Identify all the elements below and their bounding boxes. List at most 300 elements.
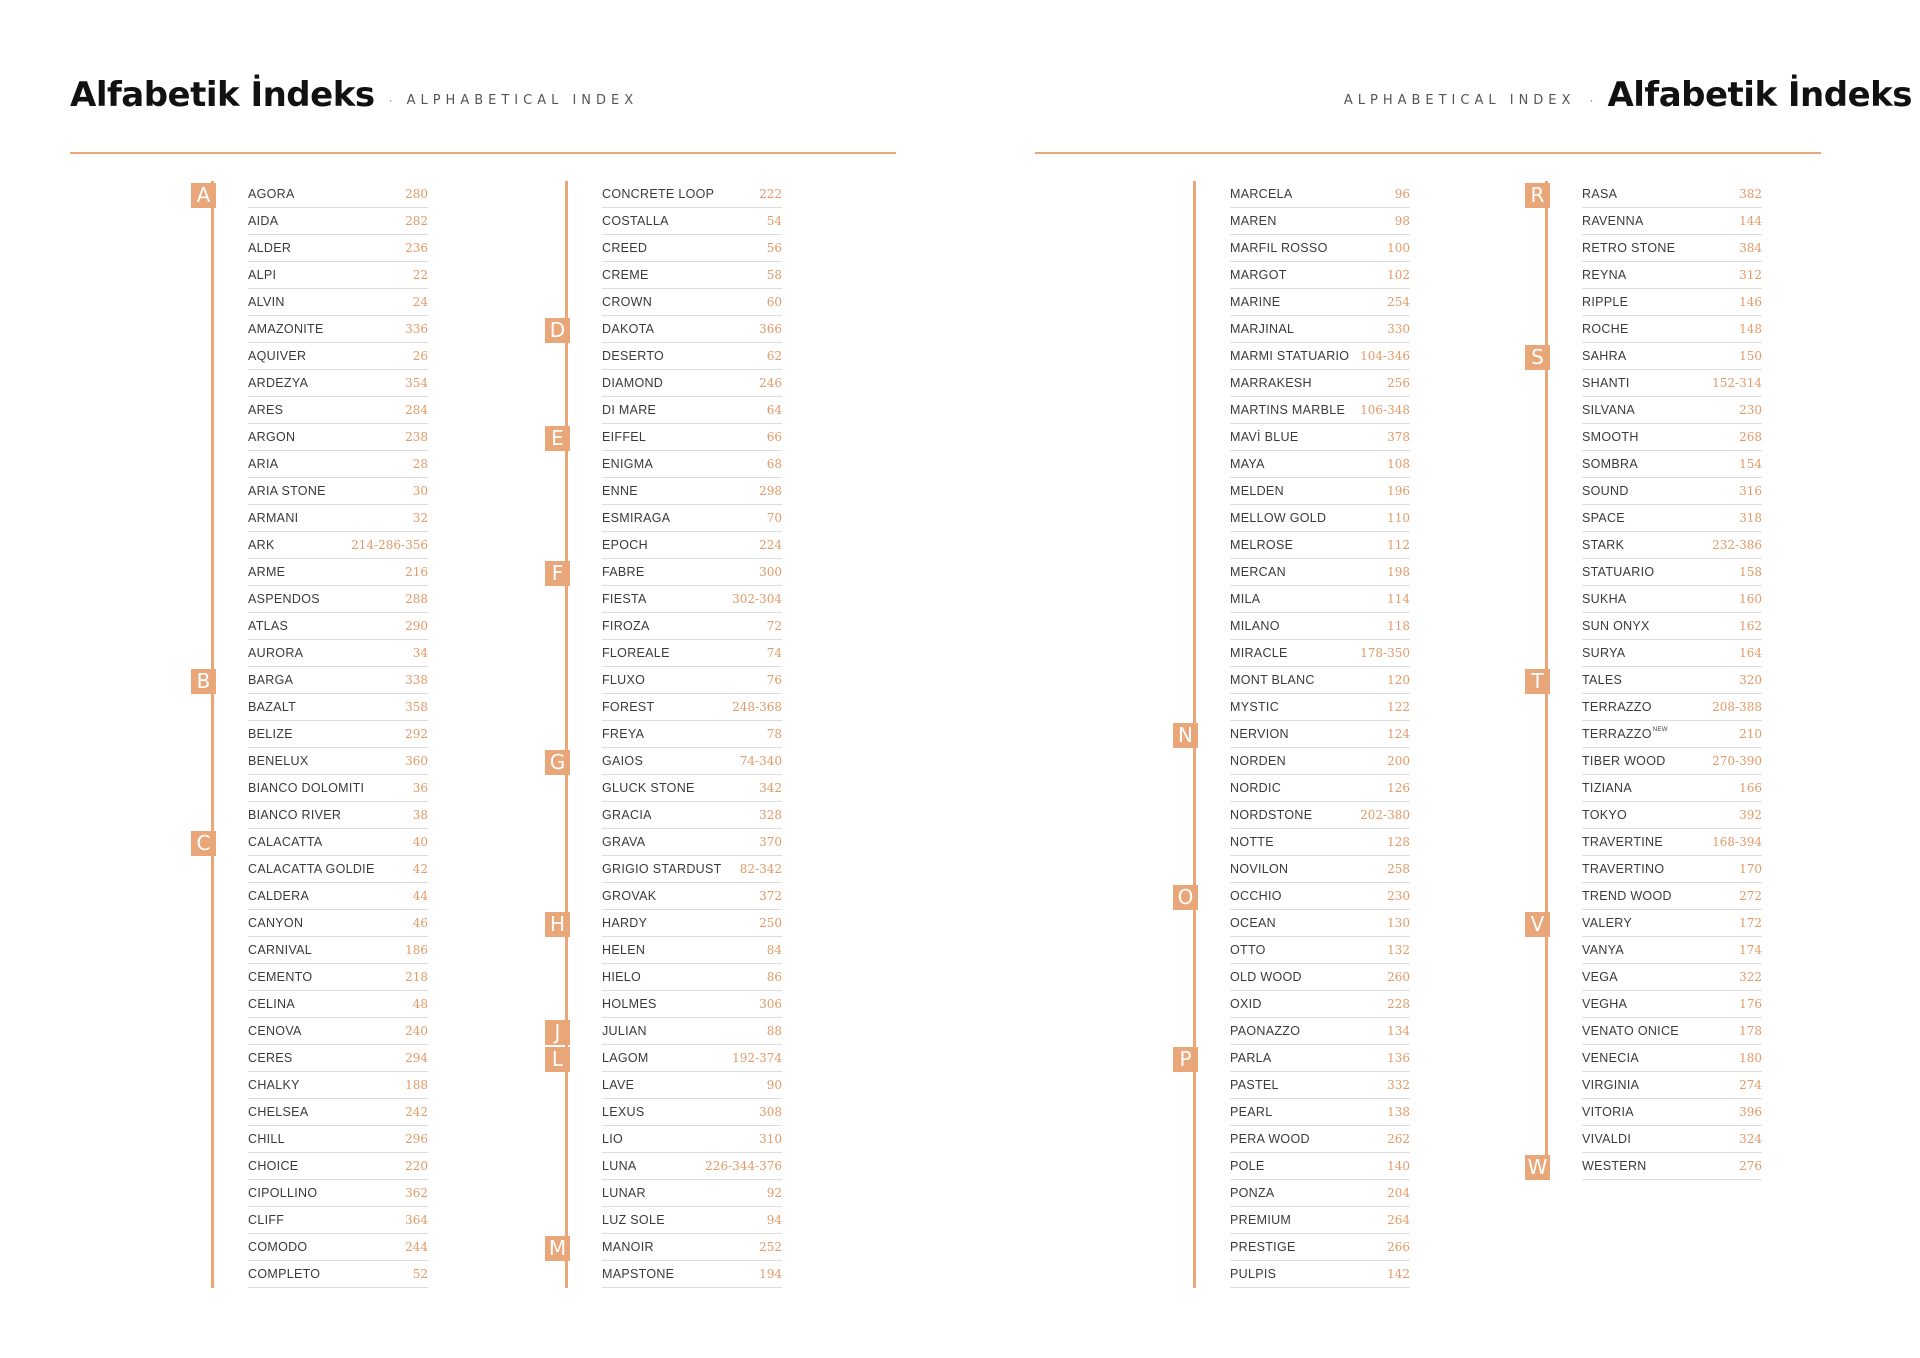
index-entry: [1545, 883, 1805, 910]
index-row: [248, 721, 428, 748]
collection-name-text: CALACATTA: [248, 835, 323, 849]
page-number: 168-394: [1712, 835, 1762, 849]
index-entry: [1545, 1072, 1805, 1099]
collection-name: [1230, 646, 1288, 660]
collection-name-text: CANYON: [248, 916, 304, 930]
index-row: [248, 289, 428, 316]
index-entry: [1545, 991, 1805, 1018]
collection-name-text: GRIGIO STARDUST: [602, 862, 722, 876]
collection-name: [248, 619, 288, 633]
index-row: [602, 1126, 782, 1153]
collection-name: [248, 403, 283, 417]
collection-name: [602, 1024, 647, 1038]
collection-name: [1230, 835, 1274, 849]
index-entry: [1531, 343, 1805, 370]
index-entry: [211, 1234, 471, 1261]
collection-name: [1230, 943, 1266, 957]
index-entry: [1545, 289, 1805, 316]
new-tag: NEW: [1652, 727, 1668, 733]
collection-name: [1230, 349, 1349, 363]
index-row: [1230, 235, 1410, 262]
index-entry: [565, 397, 825, 424]
index-row: [1230, 586, 1410, 613]
page-number: 62: [766, 349, 782, 363]
letter-badge: J: [545, 1020, 570, 1045]
index-entry: [1193, 1099, 1453, 1126]
page-number: 396: [1739, 1105, 1762, 1119]
collection-name: [248, 646, 303, 660]
collection-name: [602, 1105, 645, 1119]
page-number: 112: [1387, 538, 1410, 552]
page-number: 250: [759, 916, 782, 930]
collection-name-text: MYSTIC: [1230, 700, 1280, 714]
collection-name: [602, 403, 656, 417]
index-row: [602, 964, 782, 991]
collection-name-text: LAVE: [602, 1078, 635, 1092]
page-number: 114: [1387, 592, 1410, 606]
index-entry: [211, 1180, 471, 1207]
index-entry: [565, 613, 825, 640]
index-entry: [1545, 559, 1805, 586]
collection-name-text: TIZIANA: [1582, 781, 1633, 795]
collection-name-text: LUNAR: [602, 1186, 646, 1200]
letter-badge: T: [1525, 669, 1550, 694]
page-number: 280: [405, 187, 428, 201]
collection-name-text: CHILL: [248, 1132, 285, 1146]
index-row: [602, 1018, 782, 1045]
index-row: [1230, 640, 1410, 667]
collection-name-text: AQUIVER: [248, 349, 307, 363]
collection-name-text: RAVENNA: [1582, 214, 1644, 228]
page-header: [1343, 62, 1912, 115]
index-row: [1230, 1072, 1410, 1099]
collection-name-text: VEGHA: [1582, 997, 1628, 1011]
index-entry: [211, 424, 471, 451]
collection-name-text: FLOREALE: [602, 646, 670, 660]
collection-name-text: SOUND: [1582, 484, 1629, 498]
collection-name: [602, 1267, 674, 1281]
page-number: 166: [1739, 781, 1762, 795]
collection-name: [1582, 970, 1618, 984]
page-number: 22: [412, 268, 428, 282]
collection-name: [602, 673, 645, 687]
index-entry: [1193, 1207, 1453, 1234]
index-entry: [1193, 775, 1453, 802]
collection-name: [248, 349, 306, 363]
index-entry: [565, 640, 825, 667]
page-number: 148: [1739, 322, 1762, 336]
page-number: 236: [405, 241, 428, 255]
page-number: 42: [412, 862, 428, 876]
index-row: [1230, 829, 1410, 856]
index-row: [248, 910, 428, 937]
collection-name-text: HOLMES: [602, 997, 657, 1011]
collection-name: [1582, 943, 1624, 957]
index-row: [248, 397, 428, 424]
page-number: 230: [1387, 889, 1410, 903]
collection-name: [602, 187, 714, 201]
collection-name-text: CALACATTA GOLDIE: [248, 862, 375, 876]
letter-badge: R: [1525, 183, 1550, 208]
page-number: 108: [1387, 457, 1410, 471]
collection-name: [248, 295, 285, 309]
collection-name-text: MILANO: [1230, 619, 1280, 633]
index-entry: [1193, 559, 1453, 586]
index-entry: [549, 316, 825, 343]
index-row: [1230, 478, 1410, 505]
collection-name-text: AMAZONITE: [248, 322, 324, 336]
collection-name: [1230, 565, 1286, 579]
page-number: 308: [759, 1105, 782, 1119]
index-row: [602, 451, 782, 478]
page-number: 214-286-356: [351, 538, 428, 552]
page-number: 74: [766, 646, 782, 660]
collection-name-text: MARCELA: [1230, 187, 1293, 201]
collection-name: [1582, 781, 1632, 795]
collection-name-text: MARFIL ROSSO: [1230, 241, 1328, 255]
page-number: 296: [405, 1132, 428, 1146]
index-row: [1230, 613, 1410, 640]
collection-name-text: PASTEL: [1230, 1078, 1279, 1092]
index-row: [248, 964, 428, 991]
collection-name: [602, 916, 647, 930]
page-number: 106-348: [1360, 403, 1410, 417]
page-number: 238: [405, 430, 428, 444]
collection-name: [1230, 781, 1281, 795]
index-row: [602, 262, 782, 289]
index-entry: [1545, 370, 1805, 397]
page-number: 360: [405, 754, 428, 768]
collection-name-text: ENIGMA: [602, 457, 654, 471]
index-row: [1582, 478, 1762, 505]
collection-name: [248, 1159, 298, 1173]
index-row: [602, 910, 782, 937]
page-number: 382: [1739, 187, 1762, 201]
page-number: 86: [766, 970, 782, 984]
collection-name: [1230, 1159, 1265, 1173]
index-entry: [196, 667, 471, 694]
collection-name-text: ARIA STONE: [248, 484, 326, 498]
index-entry: [211, 964, 471, 991]
collection-name-text: MAPSTONE: [602, 1267, 675, 1281]
index-entry: [1545, 235, 1805, 262]
index-row: [602, 694, 782, 721]
collection-name: [248, 970, 312, 984]
collection-name-text: MAYA: [1230, 457, 1265, 471]
collection-name-text: SAHRA: [1582, 349, 1627, 363]
index-row: [602, 370, 782, 397]
index-row: [1230, 451, 1410, 478]
collection-name-text: ARMANI: [248, 511, 299, 525]
index-entry: [565, 775, 825, 802]
collection-name: [248, 511, 298, 525]
collection-name-text: SUN ONYX: [1582, 619, 1650, 633]
index-entry: [196, 829, 471, 856]
index-entry: [1193, 586, 1453, 613]
collection-name: [248, 1267, 320, 1281]
page-number: 312: [1739, 268, 1762, 282]
index-entry: [1545, 1126, 1805, 1153]
collection-name: [602, 1078, 634, 1092]
page-number: 32: [412, 511, 428, 525]
page-number: 242: [405, 1105, 428, 1119]
index-entry: [1193, 262, 1453, 289]
collection-name-text: VITORIA: [1582, 1105, 1634, 1119]
collection-name-text: COSTALLA: [602, 214, 669, 228]
collection-name: [248, 214, 278, 228]
index-row: [1582, 1072, 1762, 1099]
collection-name-text: MELDEN: [1230, 484, 1284, 498]
collection-name: [602, 970, 641, 984]
collection-name-text: ASPENDOS: [248, 592, 320, 606]
collection-name: [1230, 673, 1315, 687]
collection-name: [602, 1051, 649, 1065]
page-number: 134: [1387, 1024, 1410, 1038]
collection-name-text: ALVIN: [248, 295, 285, 309]
page-number: 152-314: [1712, 376, 1762, 390]
collection-name: [602, 1132, 623, 1146]
page-number: 92: [766, 1186, 782, 1200]
index-entry: [565, 1126, 825, 1153]
collection-name: [1582, 700, 1652, 714]
header-rule: [70, 152, 896, 154]
index-entry: [1193, 289, 1453, 316]
collection-name: [1582, 1078, 1639, 1092]
collection-name-text: TRAVERTINE: [1582, 835, 1664, 849]
page-number: 328: [759, 808, 782, 822]
index-entry: [211, 451, 471, 478]
index-entry: [565, 478, 825, 505]
collection-name-text: VENECIA: [1582, 1051, 1639, 1065]
collection-name-text: CERES: [248, 1051, 293, 1065]
page-number: 264: [1387, 1213, 1410, 1227]
collection-name-text: SURYA: [1582, 646, 1626, 660]
index-entry: [565, 991, 825, 1018]
collection-name-text: GROVAK: [602, 889, 657, 903]
collection-name: [1230, 1213, 1291, 1227]
page-number: 244: [405, 1240, 428, 1254]
collection-name-text: BELIZE: [248, 727, 293, 741]
index-entry: [565, 721, 825, 748]
index-entry: [1545, 208, 1805, 235]
page-number: 196: [1387, 484, 1410, 498]
collection-name-text: PEARL: [1230, 1105, 1273, 1119]
collection-name: [602, 781, 695, 795]
index-entry: [565, 262, 825, 289]
index-column: [196, 181, 471, 1288]
page-number: 324: [1739, 1132, 1762, 1146]
index-row: [248, 667, 428, 694]
index-row: [602, 856, 782, 883]
index-entry: [549, 748, 825, 775]
index-row: [1582, 856, 1762, 883]
index-row: [602, 235, 782, 262]
page-number: 262: [1387, 1132, 1410, 1146]
index-row: [602, 1099, 782, 1126]
collection-name: [602, 1213, 665, 1227]
collection-name: [602, 619, 650, 633]
collection-name-text: MILA: [1230, 592, 1261, 606]
page-number: 306: [759, 997, 782, 1011]
header-rule: [1035, 152, 1821, 154]
index-row: [248, 235, 428, 262]
page-number: 198: [1387, 565, 1410, 579]
index-entry: [1531, 667, 1805, 694]
collection-name: [248, 943, 312, 957]
index-entry: [1545, 856, 1805, 883]
title-separator: ·: [388, 93, 393, 107]
index-row: [1582, 1018, 1762, 1045]
page-number: 164: [1739, 646, 1762, 660]
index-row: [602, 937, 782, 964]
collection-name: [602, 592, 647, 606]
collection-name-text: OCCHIO: [1230, 889, 1282, 903]
collection-name-text: EIFFEL: [602, 430, 647, 444]
collection-name: [1230, 1186, 1275, 1200]
index-entry: [565, 1207, 825, 1234]
index-entry: [1193, 505, 1453, 532]
index-entry: [1545, 829, 1805, 856]
index-row: [1582, 559, 1762, 586]
index-row: [602, 343, 782, 370]
collection-name-text: AIDA: [248, 214, 279, 228]
collection-name-text: TREND WOOD: [1582, 889, 1672, 903]
collection-name: [602, 565, 645, 579]
page-number: 34: [412, 646, 428, 660]
collection-name: [1582, 619, 1650, 633]
index-entry: [211, 748, 471, 775]
collection-name: [1230, 592, 1260, 606]
collection-name-text: SUKHA: [1582, 592, 1627, 606]
page-number: 204: [1387, 1186, 1410, 1200]
collection-name-text: MARTINS MARBLE: [1230, 403, 1346, 417]
collection-name: [248, 727, 293, 741]
right-page: [960, 0, 1920, 1358]
page-number: 322: [1739, 970, 1762, 984]
index-row: [602, 478, 782, 505]
collection-name: [248, 538, 275, 552]
index-row: [248, 532, 428, 559]
index-row: [1230, 370, 1410, 397]
collection-name-text: CALDERA: [248, 889, 310, 903]
collection-name: [1230, 862, 1288, 876]
index-row: [1230, 316, 1410, 343]
collection-name-text: PONZA: [1230, 1186, 1275, 1200]
collection-name: [248, 889, 309, 903]
page-number: 290: [405, 619, 428, 633]
collection-name-text: CROWN: [602, 295, 653, 309]
page-number: 74-340: [739, 754, 782, 768]
index-entry: [211, 370, 471, 397]
collection-name: [1582, 511, 1625, 525]
collection-name: [248, 1105, 308, 1119]
collection-name: [1230, 1051, 1272, 1065]
index-entry: [565, 451, 825, 478]
collection-name: [1230, 619, 1280, 633]
page-number: 154: [1739, 457, 1762, 471]
index-row: [1230, 1045, 1410, 1072]
page-number: 240: [405, 1024, 428, 1038]
collection-name: [248, 781, 364, 795]
collection-name: [1230, 484, 1284, 498]
page-number: 130: [1387, 916, 1410, 930]
collection-name: [1582, 835, 1663, 849]
index-entry: [1193, 613, 1453, 640]
collection-name: [1230, 403, 1345, 417]
index-entry: [1530, 910, 1805, 937]
page-number: 384: [1739, 241, 1762, 255]
collection-name: [1230, 268, 1287, 282]
collection-name: [248, 1024, 302, 1038]
index-row: [1230, 883, 1410, 910]
collection-name: [248, 997, 295, 1011]
collection-name-text: MIRACLE: [1230, 646, 1288, 660]
collection-name: [602, 997, 657, 1011]
collection-name: [248, 484, 326, 498]
page-number: 172: [1739, 916, 1762, 930]
index-row: [1230, 559, 1410, 586]
collection-name-text: FREYA: [602, 727, 645, 741]
index-row: [602, 991, 782, 1018]
page-number: 354: [405, 376, 428, 390]
page-number: 98: [1394, 214, 1410, 228]
letter-badge: M: [545, 1236, 570, 1261]
page-number: 378: [1387, 430, 1410, 444]
collection-name: [1582, 565, 1654, 579]
collection-name: [602, 376, 663, 390]
index-entry: [565, 937, 825, 964]
page-number: 288: [405, 592, 428, 606]
index-entry: [565, 694, 825, 721]
page-number: 366: [759, 322, 782, 336]
page-number: 26: [412, 349, 428, 363]
collection-name-text: STARK: [1582, 538, 1625, 552]
collection-name: [602, 484, 638, 498]
index-row: [1230, 910, 1410, 937]
page-number: 338: [405, 673, 428, 687]
page-number: 162: [1739, 619, 1762, 633]
index-entry: [211, 1072, 471, 1099]
index-row: [602, 397, 782, 424]
collection-name-text: HIELO: [602, 970, 642, 984]
index-entry: [1545, 424, 1805, 451]
index-row: [1230, 1153, 1410, 1180]
page-number: 268: [1739, 430, 1762, 444]
collection-name-text: ARIA: [248, 457, 279, 471]
index-row: [602, 424, 782, 451]
index-row: [1582, 937, 1762, 964]
index-row: [602, 316, 782, 343]
collection-name-text: TALES: [1582, 673, 1623, 687]
collection-name-text: ATLAS: [248, 619, 289, 633]
index-row: [1582, 613, 1762, 640]
collection-name-text: SHANTI: [1582, 376, 1630, 390]
index-row: [1230, 289, 1410, 316]
index-entry: [211, 991, 471, 1018]
collection-name: [1230, 1105, 1273, 1119]
index-row: [602, 1261, 782, 1288]
collection-name-text: CELINA: [248, 997, 295, 1011]
page-number: 318: [1739, 511, 1762, 525]
index-entry: [211, 721, 471, 748]
index-entry: [211, 397, 471, 424]
index-row: [1582, 829, 1762, 856]
collection-name-text: VIVALDI: [1582, 1132, 1632, 1146]
collection-name-text: NORDIC: [1230, 781, 1282, 795]
collection-name: [1582, 187, 1617, 201]
page-number: 310: [759, 1132, 782, 1146]
collection-name-text: CREME: [602, 268, 649, 282]
